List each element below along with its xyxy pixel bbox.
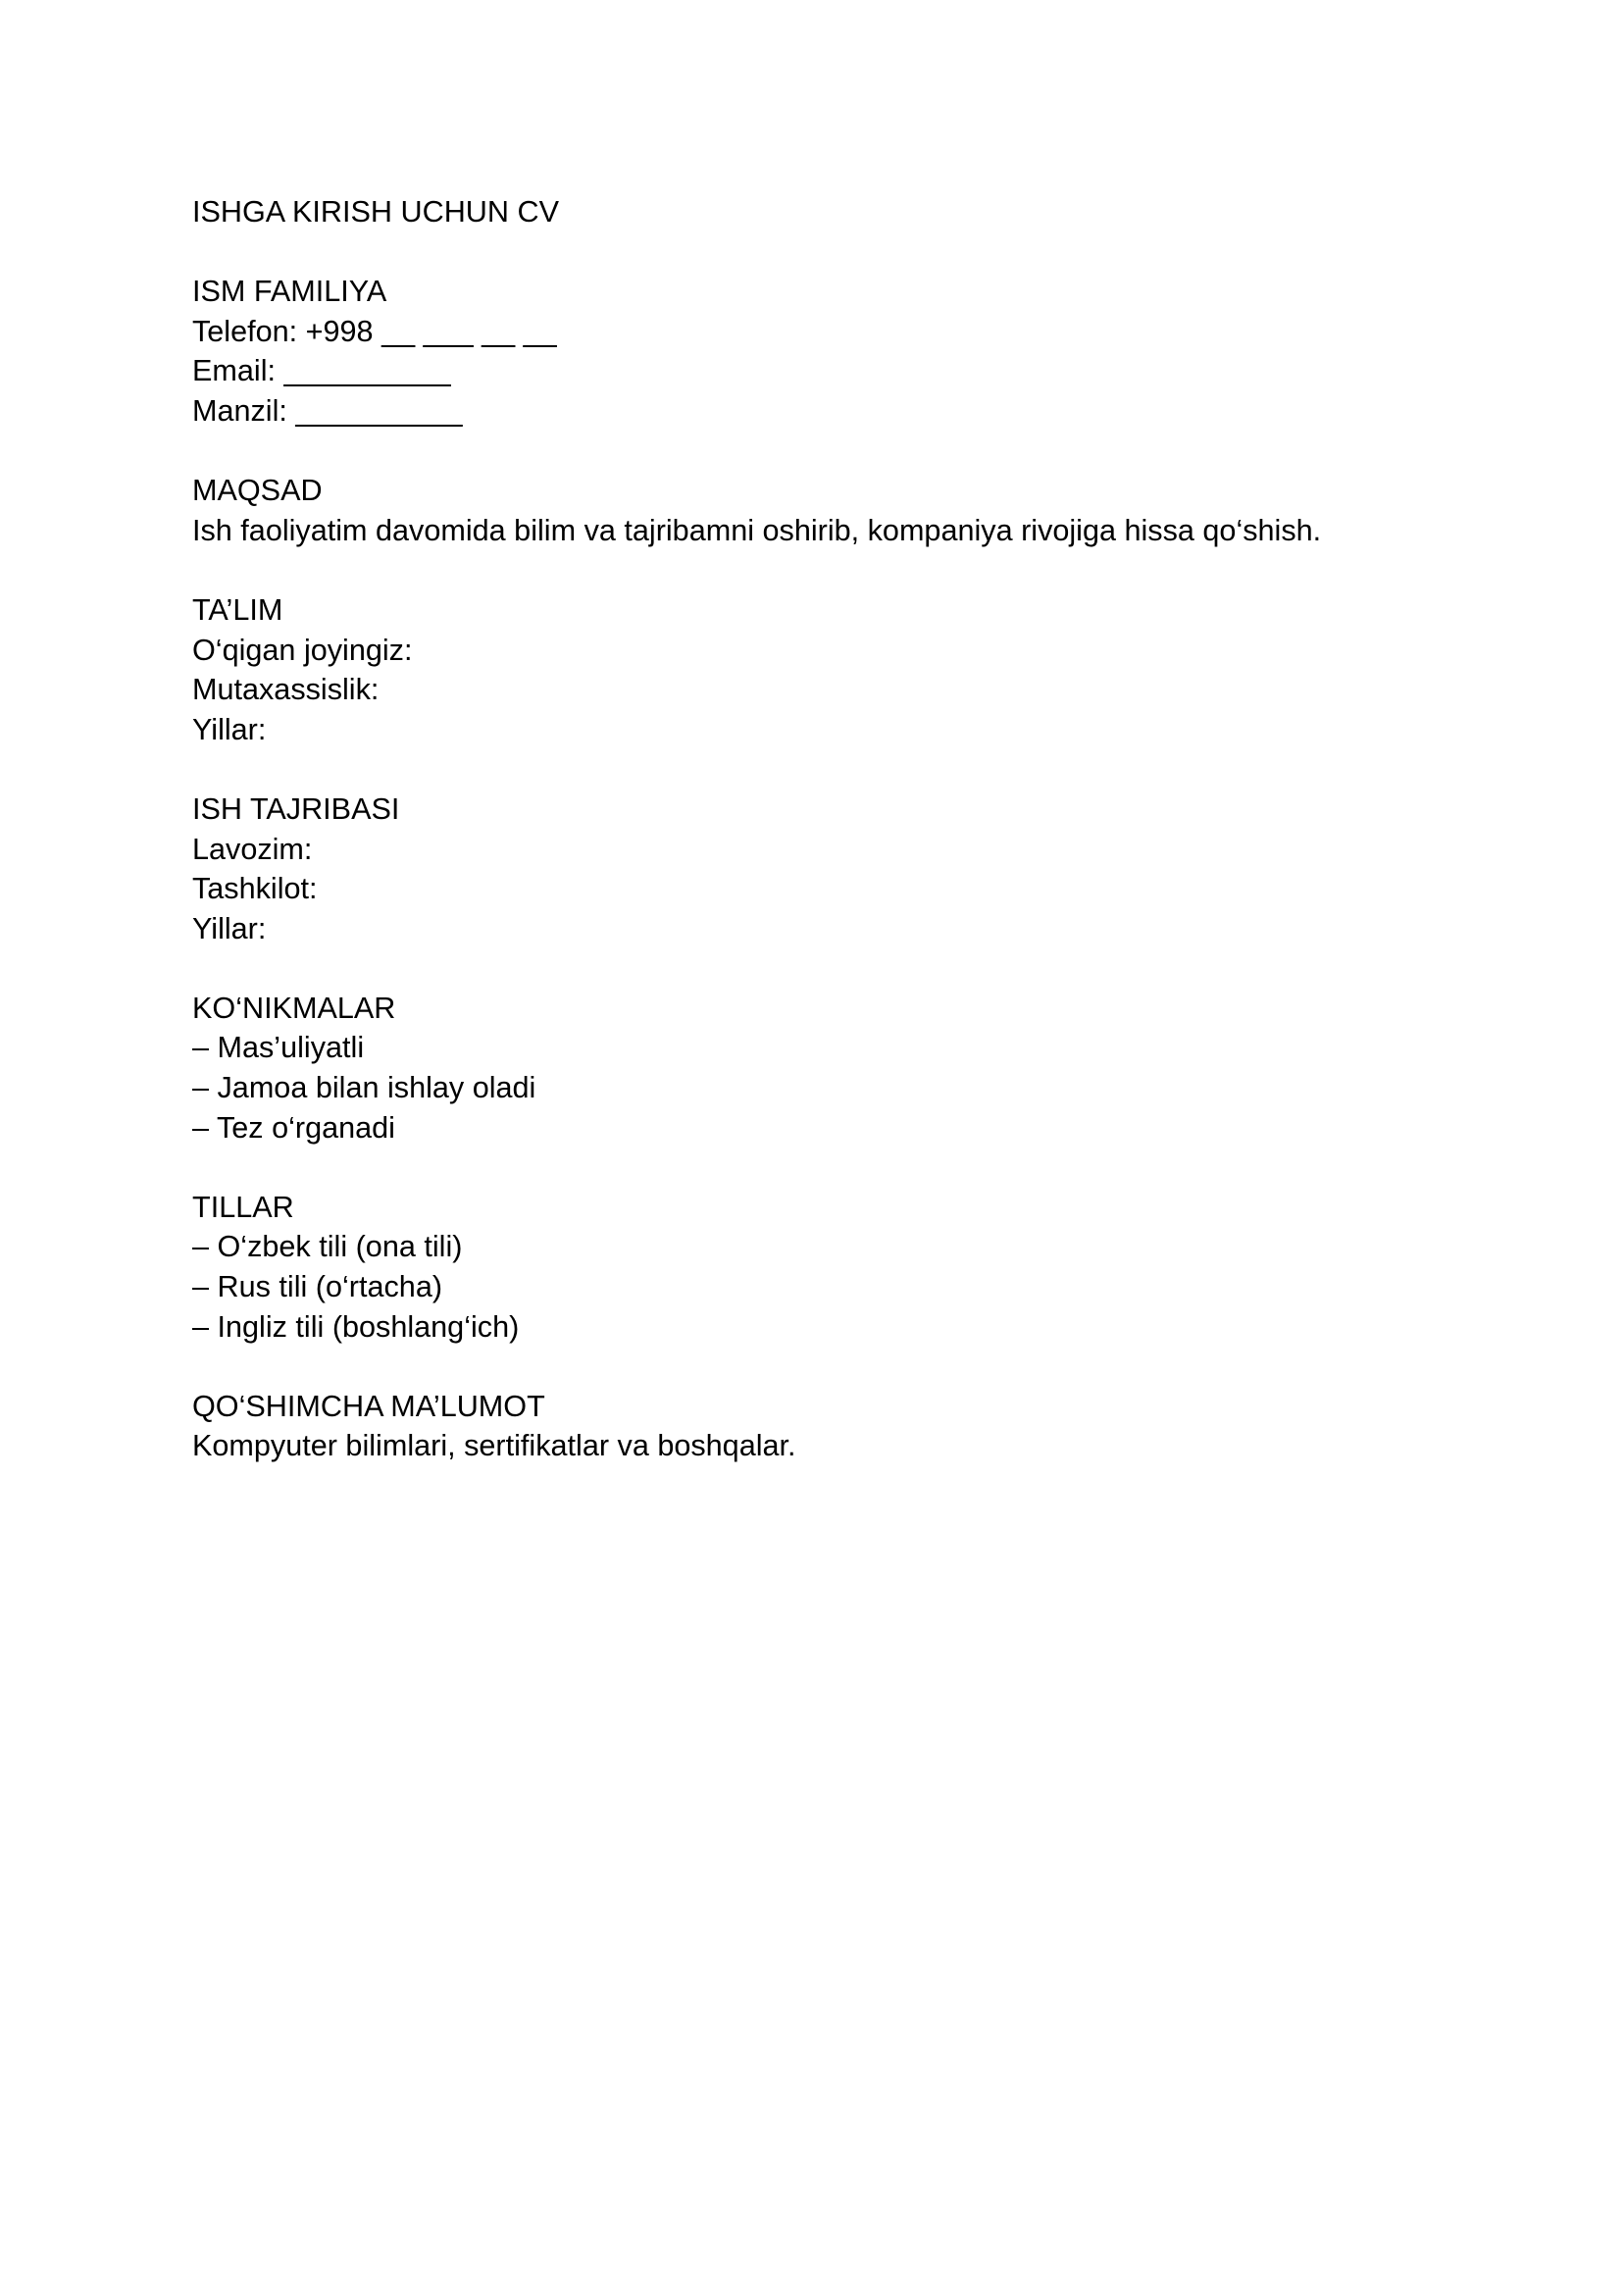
document-content (192, 192, 1438, 1506)
section-line: Kompyuter bilimlari, sertifikatlar va boshqalar. (192, 1429, 796, 1463)
section-line: – Ingliz tili (boshlang‘ich) (192, 1309, 520, 1344)
section-heading: MAQSAD (192, 474, 323, 508)
section-heading: KO‘NIKMALAR (192, 991, 396, 1025)
section-line: – Jamoa bilan ishlay oladi (192, 1071, 536, 1105)
section-maqsad (192, 471, 1438, 550)
section-line: – Rus tili (o‘rtacha) (192, 1270, 443, 1304)
section-line: Lavozim: (192, 832, 313, 866)
section-title (192, 192, 1438, 232)
section-heading: ISM FAMILIYA (192, 275, 387, 309)
section-ish-tajribasi (192, 790, 1438, 948)
section-heading: ISH TAJRIBASI (192, 791, 400, 826)
section-heading: TILLAR (192, 1190, 294, 1224)
section-line: Yillar: (192, 911, 267, 945)
section-line: Email: __________ (192, 354, 451, 388)
section-line: O‘qigan joyingiz: (192, 633, 413, 667)
section-contact (192, 272, 1438, 431)
section-konikmalar (192, 989, 1438, 1147)
section-line: – Mas’uliyatli (192, 1031, 365, 1065)
section-heading: TA’LIM (192, 592, 283, 627)
section-line: – Tez o‘rganadi (192, 1110, 395, 1145)
section-line: Tashkilot: (192, 872, 318, 906)
section-line: Ish faoliyatim davomida bilim va tajribamni oshirib, kompaniya rivojiga hissa qo‘shish. (192, 513, 1322, 547)
section-talim (192, 590, 1438, 749)
section-tillar (192, 1188, 1438, 1347)
section-line: Yillar: (192, 712, 267, 746)
section-line: Mutaxassislik: (192, 673, 380, 707)
section-heading: ISHGA KIRISH UCHUN CV (192, 195, 559, 229)
section-heading: QO‘SHIMCHA MA’LUMOT (192, 1389, 545, 1423)
section-line: Manzil: __________ (192, 393, 463, 428)
section-qoshimcha-malumot (192, 1387, 1438, 1466)
section-line: – O‘zbek tili (ona tili) (192, 1230, 463, 1264)
section-line: Telefon: +998 __ ___ __ __ (192, 314, 557, 348)
